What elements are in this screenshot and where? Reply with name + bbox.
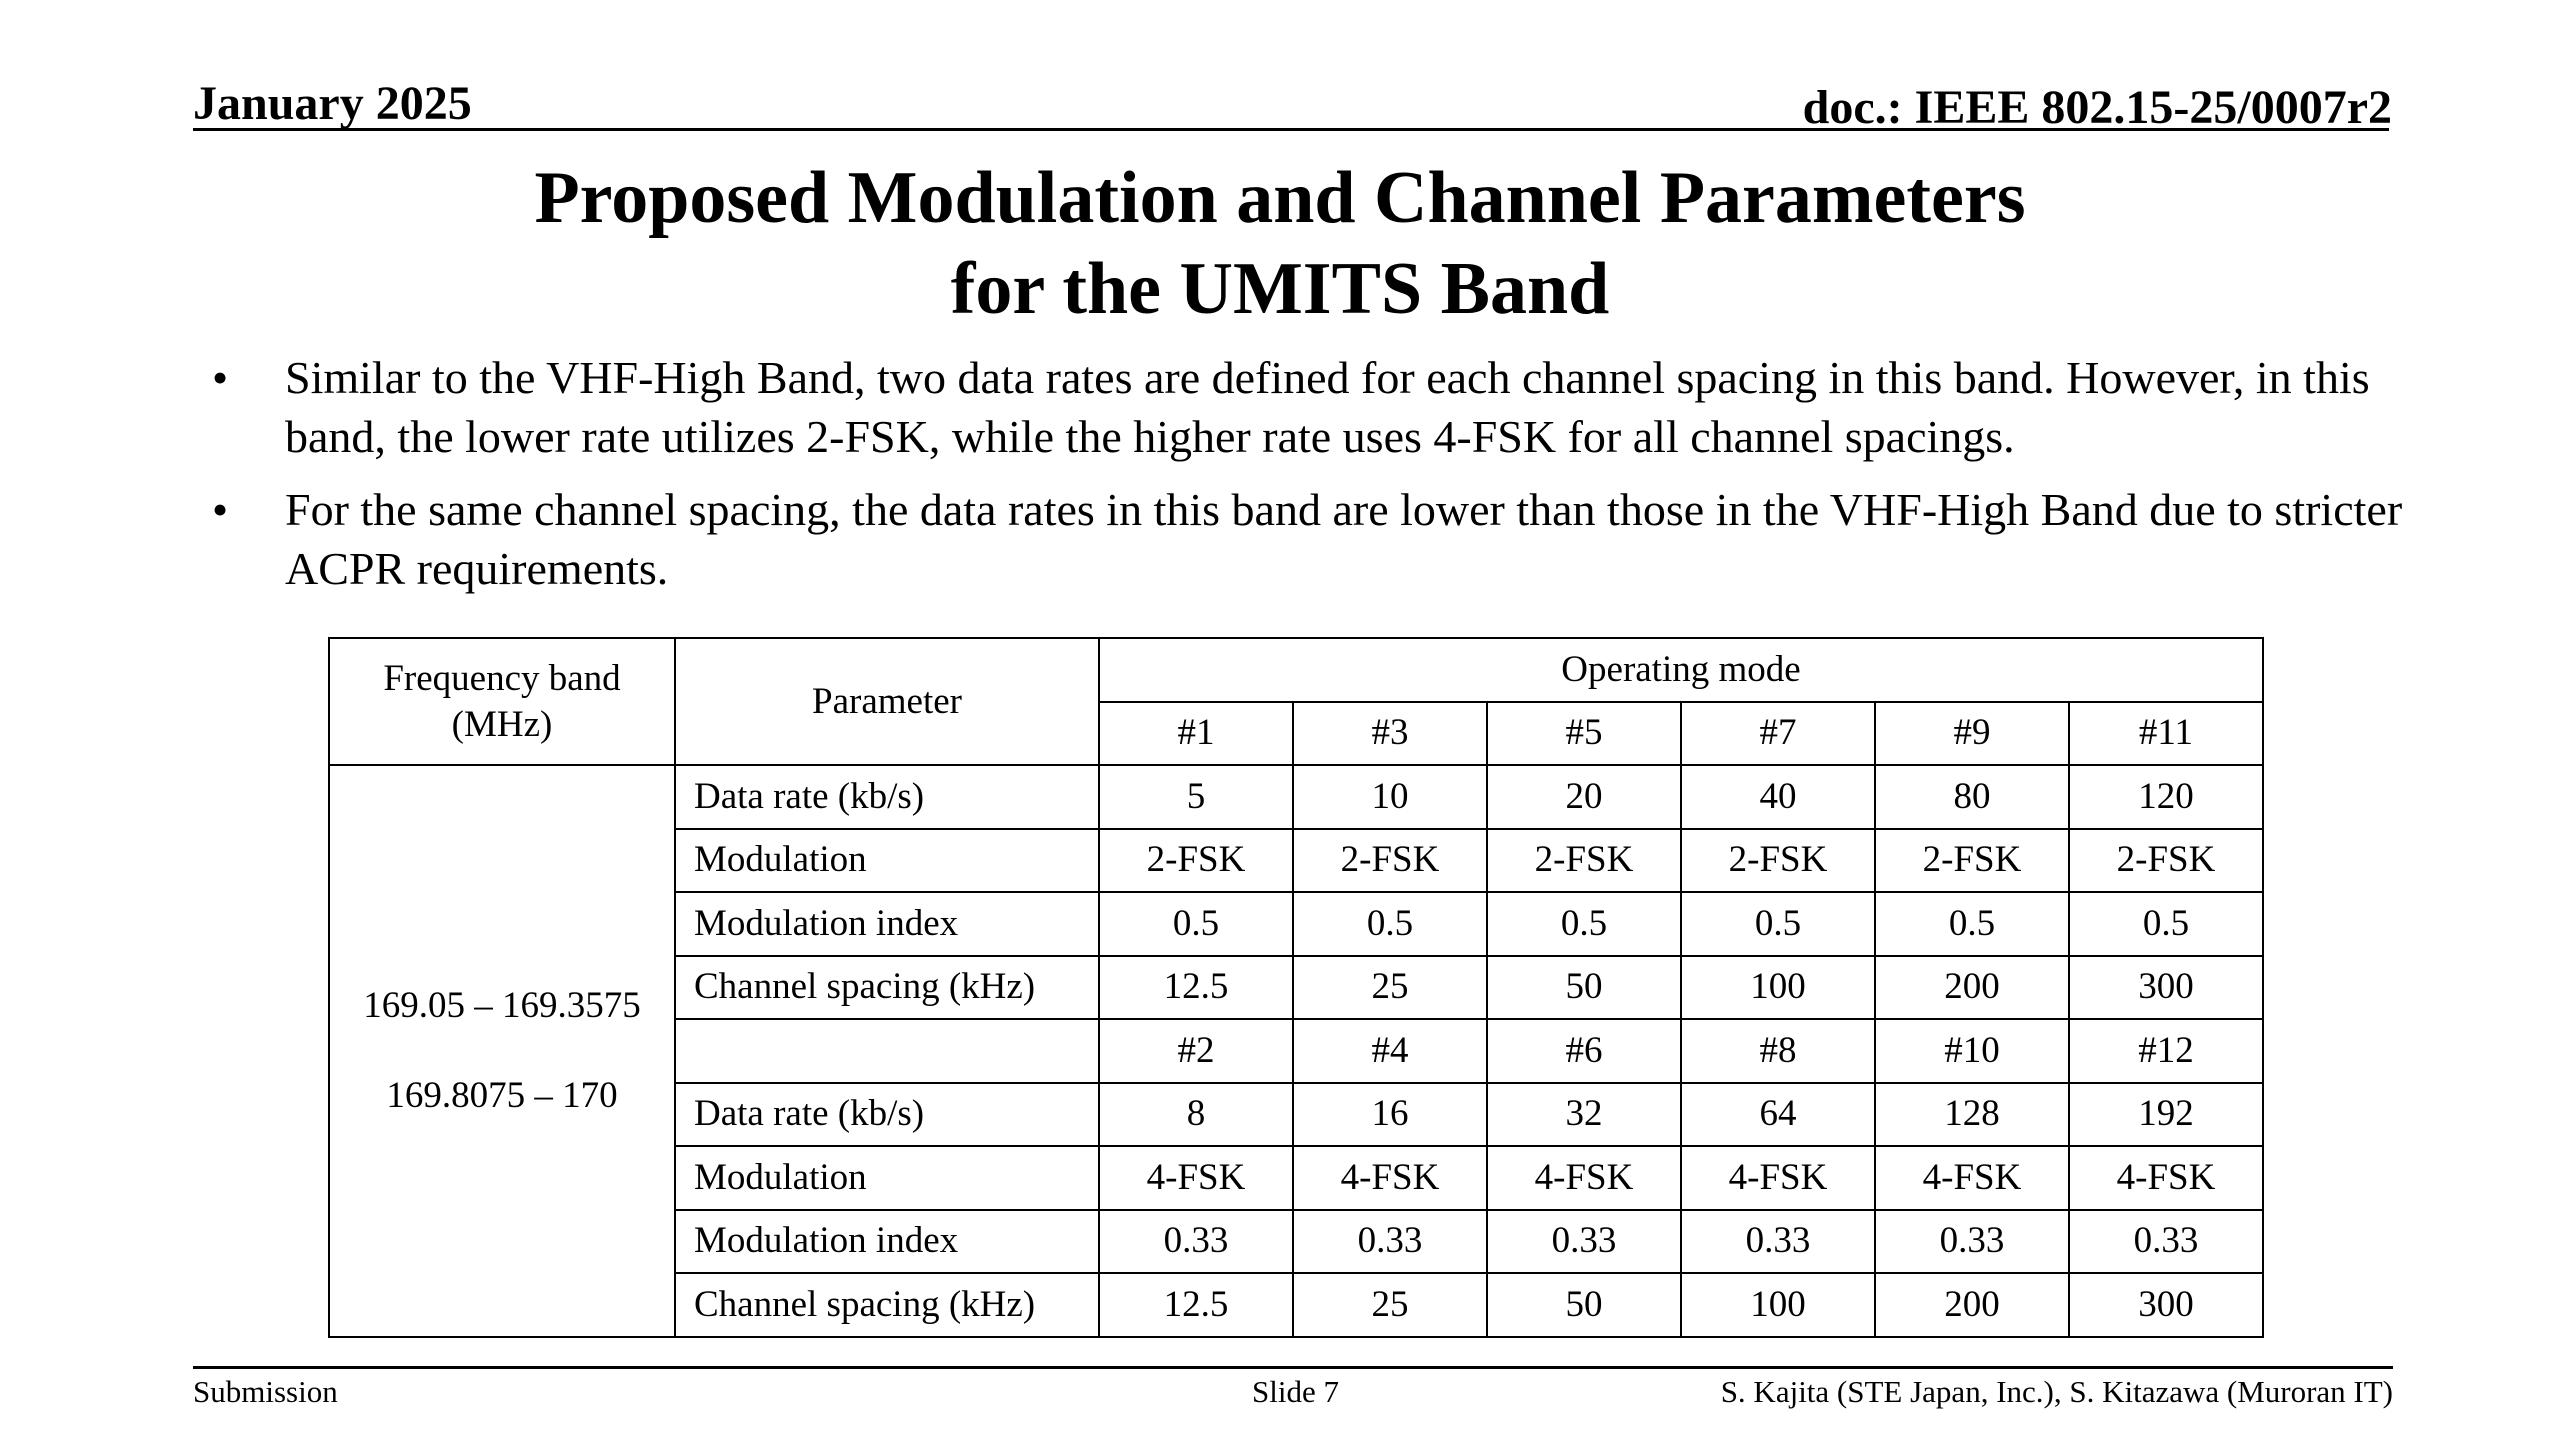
value-cell: 16: [1293, 1083, 1487, 1147]
value-cell: 50: [1487, 956, 1681, 1020]
value-cell: 0.33: [1099, 1210, 1293, 1274]
parameters-table: [328, 637, 2264, 1338]
frequency-band-cell: [329, 765, 675, 1337]
mode-cell: #11: [2069, 702, 2263, 766]
value-cell: 10: [1293, 765, 1487, 829]
header-frequency-band: [329, 638, 675, 765]
slide-title: [0, 153, 2560, 335]
header-doc-id: doc.: IEEE 802.15-25/0007r2: [1802, 81, 2392, 134]
value-cell: 50: [1487, 1273, 1681, 1337]
parameter-cell: Modulation: [675, 1146, 1099, 1210]
header-rule: [193, 128, 2389, 131]
parameter-cell: Data rate (kb/s): [675, 1083, 1099, 1147]
bullet-text: For the same channel spacing, the data rates in this band are lower than those in the VHF-High Band due to stricter ACPR requirements.: [285, 484, 2403, 594]
value-cell: 4-FSK: [2069, 1146, 2263, 1210]
value-cell: 4-FSK: [1681, 1146, 1875, 1210]
parameter-cell: Data rate (kb/s): [675, 765, 1099, 829]
footer-slide-number: Slide 7: [1252, 1374, 1339, 1409]
value-cell: 0.33: [2069, 1210, 2263, 1274]
value-cell: 0.33: [1293, 1210, 1487, 1274]
slide-title-line-2: for the UMITS Band: [950, 248, 1610, 330]
mode-cell: #12: [2069, 1019, 2263, 1083]
value-cell: 20: [1487, 765, 1681, 829]
value-cell: 2-FSK: [1875, 829, 2069, 893]
parameter-cell: Channel spacing (kHz): [675, 956, 1099, 1020]
value-cell: 2-FSK: [1681, 829, 1875, 893]
frequency-band-range-2: 169.8075 – 170: [386, 1074, 618, 1116]
value-cell: 4-FSK: [1875, 1146, 2069, 1210]
value-cell: 2-FSK: [1099, 829, 1293, 893]
value-cell: 80: [1875, 765, 2069, 829]
value-cell: 0.33: [1681, 1210, 1875, 1274]
value-cell: 192: [2069, 1083, 2263, 1147]
parameter-cell: Modulation index: [675, 892, 1099, 956]
value-cell: 8: [1099, 1083, 1293, 1147]
value-cell: 25: [1293, 1273, 1487, 1337]
mode-cell: #10: [1875, 1019, 2069, 1083]
mode-cell: #6: [1487, 1019, 1681, 1083]
value-cell: 25: [1293, 956, 1487, 1020]
mode-cell: #9: [1875, 702, 2069, 766]
value-cell: 12.5: [1099, 1273, 1293, 1337]
value-cell: 4-FSK: [1099, 1146, 1293, 1210]
header-parameter: Parameter: [675, 638, 1099, 765]
header-operating-mode: Operating mode: [1099, 638, 2263, 702]
header-date: January 2025: [193, 77, 472, 130]
parameter-cell: Modulation index: [675, 1210, 1099, 1274]
value-cell: 300: [2069, 1273, 2263, 1337]
value-cell: 2-FSK: [1293, 829, 1487, 893]
value-cell: 2-FSK: [1487, 829, 1681, 893]
value-cell: 40: [1681, 765, 1875, 829]
value-cell: 4-FSK: [1293, 1146, 1487, 1210]
value-cell: 128: [1875, 1083, 2069, 1147]
bullet-item: [205, 480, 2405, 598]
value-cell: 0.5: [1487, 892, 1681, 956]
value-cell: 200: [1875, 1273, 2069, 1337]
bullet-text: Similar to the VHF-High Band, two data rates are defined for each channel spacing in this band. However, in this band, the lower rate utilizes 2-FSK, while the higher rate uses 4-FSK for all channel spacings.: [285, 352, 2370, 462]
value-cell: 12.5: [1099, 956, 1293, 1020]
value-cell: 0.5: [1293, 892, 1487, 956]
header-frequency-band-line-1: Frequency band: [383, 657, 621, 699]
value-cell: 0.5: [2069, 892, 2263, 956]
footer-submission: Submission: [193, 1374, 338, 1409]
bullet-marker: •: [211, 352, 229, 403]
mode-cell: #3: [1293, 702, 1487, 766]
header-frequency-band-line-2: (MHz): [451, 703, 553, 745]
bullet-list: [205, 348, 2405, 612]
footer-rule: [193, 1366, 2393, 1369]
value-cell: 5: [1099, 765, 1293, 829]
mode-cell: #2: [1099, 1019, 1293, 1083]
parameter-cell: Modulation: [675, 829, 1099, 893]
value-cell: 0.5: [1099, 892, 1293, 956]
value-cell: 0.5: [1875, 892, 2069, 956]
value-cell: 100: [1681, 956, 1875, 1020]
value-cell: 300: [2069, 956, 2263, 1020]
frequency-band-range-1: 169.05 – 169.3575: [363, 984, 641, 1026]
parameter-cell-empty: [675, 1019, 1099, 1083]
mode-cell: #5: [1487, 702, 1681, 766]
value-cell: 2-FSK: [2069, 829, 2263, 893]
value-cell: 32: [1487, 1083, 1681, 1147]
mode-cell: #7: [1681, 702, 1875, 766]
mode-cell: #8: [1681, 1019, 1875, 1083]
mode-cell: #1: [1099, 702, 1293, 766]
value-cell: 0.33: [1487, 1210, 1681, 1274]
value-cell: 4-FSK: [1487, 1146, 1681, 1210]
slide-title-line-1: Proposed Modulation and Channel Parameters: [534, 157, 2026, 239]
value-cell: 120: [2069, 765, 2263, 829]
bullet-marker: •: [211, 484, 229, 535]
value-cell: 64: [1681, 1083, 1875, 1147]
mode-cell: #4: [1293, 1019, 1487, 1083]
value-cell: 200: [1875, 956, 2069, 1020]
value-cell: 100: [1681, 1273, 1875, 1337]
table-row: [329, 765, 2263, 829]
footer-authors: S. Kajita (STE Japan, Inc.), S. Kitazawa (Muroran IT): [1720, 1374, 2393, 1409]
parameter-cell: Channel spacing (kHz): [675, 1273, 1099, 1337]
bullet-item: [205, 348, 2405, 466]
value-cell: 0.5: [1681, 892, 1875, 956]
value-cell: 0.33: [1875, 1210, 2069, 1274]
table-header-row: [329, 638, 2263, 702]
